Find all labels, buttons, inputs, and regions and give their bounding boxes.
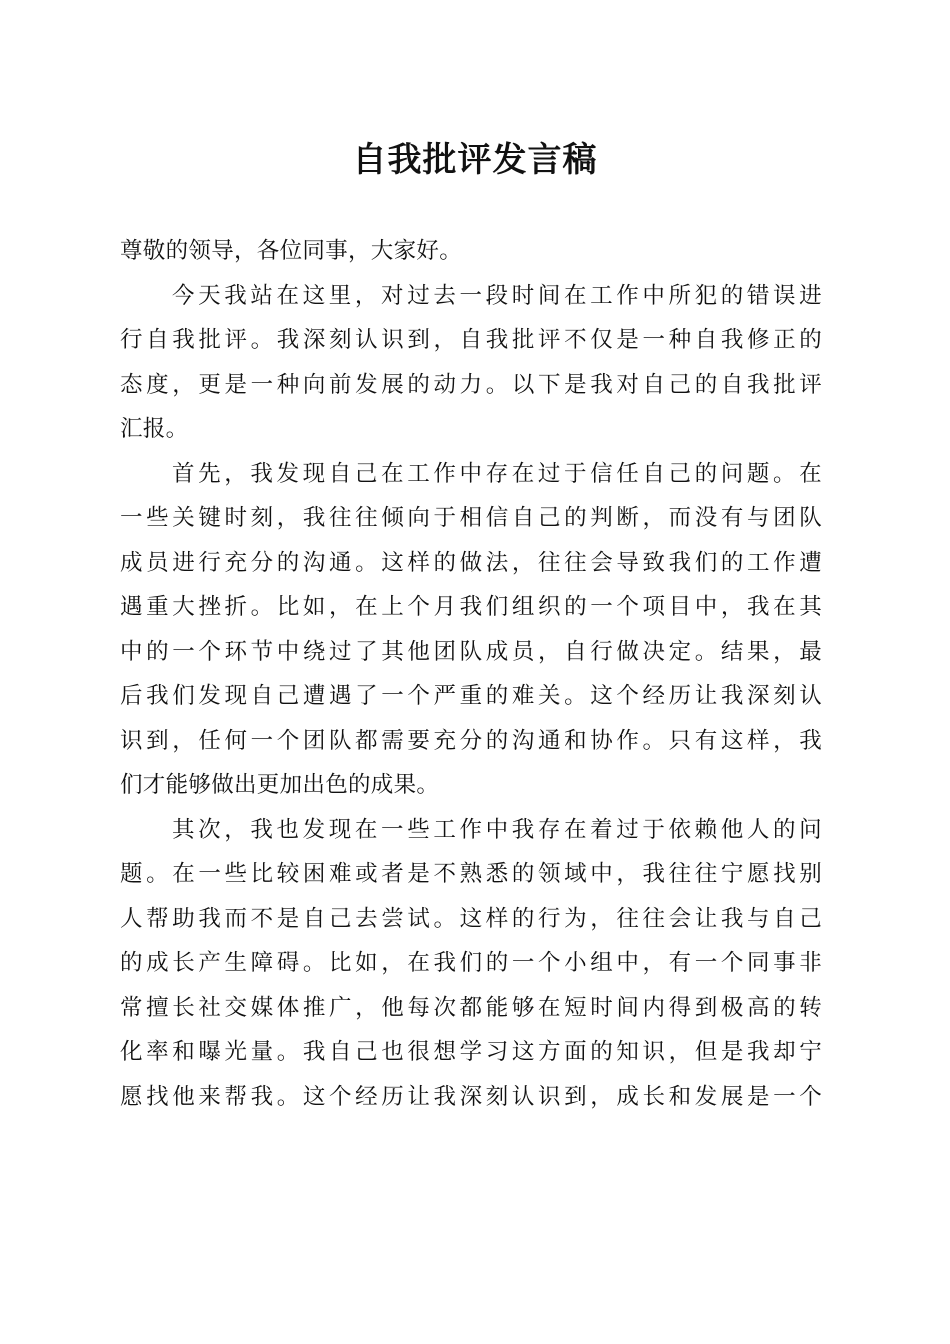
text-line: 其次，我也发现在一些工作中我存在着过于依赖他人的问 — [172, 816, 822, 843]
text-line: 行自我批评。我深刻认识到，自我批评不仅是一种自我修正的 — [120, 327, 822, 353]
text-line: 识到，任何一个团队都需要充分的沟通和协作。只有这样，我 — [120, 727, 822, 754]
text-line: 后我们发现自己遭遇了一个严重的难关。这个经历让我深刻认 — [120, 683, 822, 709]
text-line: 的成长产生障碍。比如，在我们的一个小组中，有一个同事非 — [120, 950, 822, 976]
text-line: 一些关键时刻，我往往倾向于相信自己的判断，而没有与团队 — [120, 505, 822, 531]
text-line: 汇报。 — [120, 416, 189, 442]
text-line: 遇重大挫折。比如，在上个月我们组织的一个项目中，我在其 — [120, 594, 822, 620]
text-line: 常擅长社交媒体推广，他每次都能够在短时间内得到极高的转 — [120, 994, 822, 1021]
text-line: 今天我站在这里，对过去一段时间在工作中所犯的错误进 — [172, 282, 822, 309]
text-line: 愿找他来帮我。这个经历让我深刻认识到，成长和发展是一个 — [120, 1083, 822, 1110]
page-title: 自我批评发言稿 — [352, 140, 598, 180]
text-line: 们才能够做出更加出色的成果。 — [120, 772, 440, 798]
text-line: 成员进行充分的沟通。这样的做法，往往会导致我们的工作遭 — [120, 549, 822, 576]
text-line: 中的一个环节中绕过了其他团队成员，自行做决定。结果，最 — [120, 638, 822, 665]
text-line: 态度，更是一种向前发展的动力。以下是我对自己的自我批评 — [120, 371, 822, 398]
text-line: 题。在一些比较困难或者是不熟悉的领域中，我往往宁愿找别 — [120, 861, 822, 887]
text-line: 化率和曝光量。我自己也很想学习这方面的知识，但是我却宁 — [120, 1039, 822, 1065]
text-line: 尊敬的领导，各位同事，大家好。 — [120, 238, 463, 264]
text-line: 人帮助我而不是自己去尝试。这样的行为，往往会让我与自己 — [120, 905, 822, 932]
document-body — [120, 229, 822, 1119]
text-line: 首先，我发现自己在工作中存在过于信任自己的问题。在 — [172, 460, 822, 487]
